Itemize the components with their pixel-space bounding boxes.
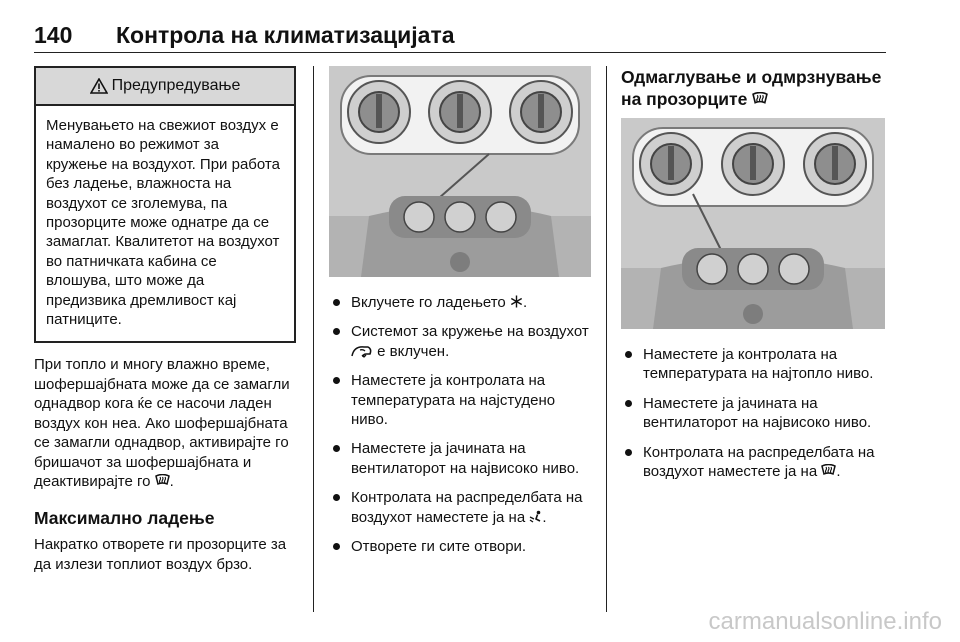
windshield-defrost-icon bbox=[821, 464, 836, 478]
list-item: Наместете ја јачината на вентилаторот на највисоко ниво. bbox=[329, 439, 593, 478]
warning-box bbox=[34, 66, 296, 343]
column-right bbox=[621, 66, 887, 491]
windshield-defrost-icon bbox=[752, 92, 768, 107]
warning-header bbox=[36, 68, 294, 106]
windshield-defrost-icon bbox=[155, 474, 170, 488]
list-item: Отворете ги сите отвори. bbox=[329, 537, 593, 556]
column-divider bbox=[313, 66, 314, 612]
paragraph: Накратко отворете ги прозорците за да излези топлиот воздух брзо. bbox=[34, 536, 287, 573]
list-item: Контролата на распределбата на воздухот наместете ја на . bbox=[329, 488, 593, 527]
column-middle bbox=[329, 66, 593, 566]
list-item: Контролата на распределбата на воздухот наместете ја на . bbox=[621, 443, 887, 482]
watermark: carmanualsonline.info bbox=[708, 608, 942, 635]
column-left bbox=[34, 66, 296, 574]
warning-title: Предупредување bbox=[111, 77, 241, 94]
floor-vent-icon bbox=[529, 510, 542, 523]
page-title: Контрола на климатизацијата bbox=[116, 22, 455, 48]
recirculation-icon bbox=[351, 345, 373, 358]
paragraph: При топло и многу влажно време, шофершајбната може да се замагли однадвор кога ќе се насочи ладен воздух кон неа. Ако шофершајбната се замагли однадвор, активирајте го бришачот за шофершајбната и деактивирајте го . bbox=[34, 356, 290, 490]
instruction-list bbox=[329, 293, 593, 556]
warning-triangle-icon bbox=[90, 78, 108, 94]
climate-control-illustration bbox=[329, 66, 591, 277]
column-divider bbox=[606, 66, 607, 612]
snowflake-ac-icon bbox=[510, 295, 523, 308]
climate-control-illustration bbox=[621, 118, 885, 329]
section-heading: Одмаглување и одмрзнување на прозорците bbox=[621, 67, 882, 109]
list-item: Наместете ја контролата на температурата на најтопло ниво. bbox=[621, 345, 887, 384]
instruction-list bbox=[621, 345, 887, 481]
climate-control-photo bbox=[621, 118, 885, 329]
warning-text: Менувањето на свежиот воздух е намалено во режимот за кружење на воздухот. При работа без ладење, влажноста на воздухот се зголемува, па прозорците може однатре да се замаглат. Квалитетот на воздухот во патничката кабина се влошува, што може да предизвика дремливост кај патниците. bbox=[46, 117, 280, 329]
climate-control-photo bbox=[329, 66, 591, 277]
paragraph-text: При топло и многу влажно време, шофершајбната може да се замагли однадвор кога ќе се насочи ладен воздух кон неа. Ако шофершајбната се замагли однадвор, активирајте го бришачот за шофершајбната и деактивирајте го bbox=[34, 356, 290, 490]
page-header bbox=[34, 18, 886, 53]
page-number: 140 bbox=[34, 22, 73, 48]
list-item: Наместете ја јачината на вентилаторот на највисоко ниво. bbox=[621, 394, 887, 433]
list-item: Наместете ја контролата на температурата на најстудено ниво. bbox=[329, 371, 593, 429]
list-item: Системот за кружење на воздухот е вклучен. bbox=[329, 322, 593, 361]
section-heading: Максимално ладење bbox=[34, 508, 215, 529]
list-item: Вклучете го ладењето . bbox=[329, 293, 593, 312]
